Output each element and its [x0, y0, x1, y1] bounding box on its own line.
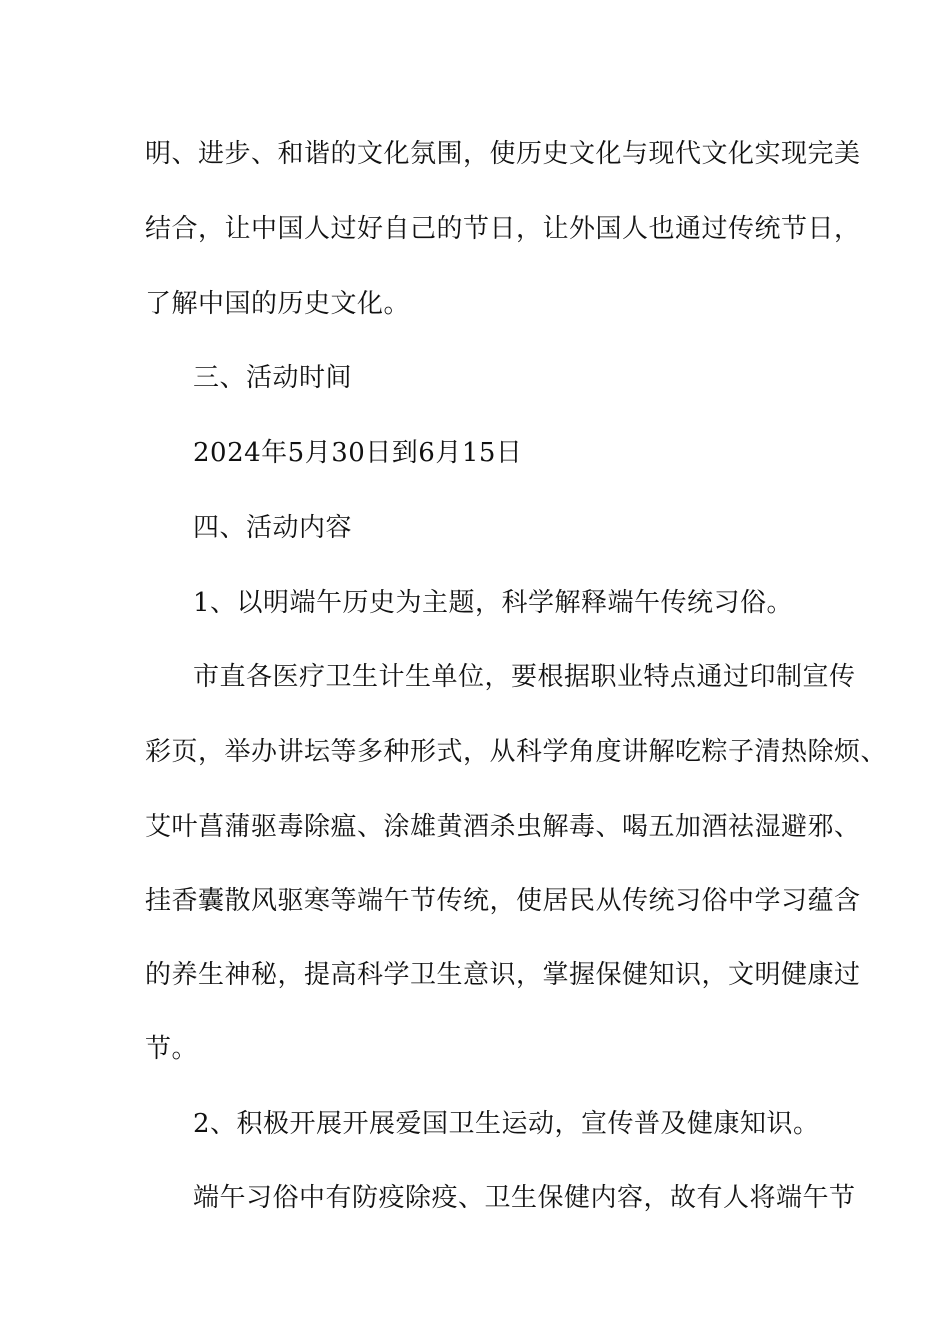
paragraph-line: 节。 — [145, 1034, 199, 1064]
item-heading-2: 2、积极开展开展爱国卫生运动，宣传普及健康知识。 — [193, 1109, 820, 1139]
paragraph-line: 端午习俗中有防疫除疫、卫生保健内容，故有人将端午节 — [193, 1183, 856, 1213]
section-heading-time: 三、活动时间 — [193, 363, 353, 393]
paragraph-line: 挂香囊散风驱寒等端午节传统，使居民从传统习俗中学习蕴含 — [145, 886, 861, 916]
paragraph-line: 了解中国的历史文化。 — [145, 289, 411, 319]
paragraph-line: 明、进步、和谐的文化氛围，使历史文化与现代文化实现完美 — [145, 139, 861, 169]
paragraph-line: 彩页，举办讲坛等多种形式，从科学角度讲解吃粽子清热除烦、 — [145, 737, 888, 767]
section-heading-content: 四、活动内容 — [193, 513, 353, 543]
paragraph-line: 市直各医疗卫生计生单位，要根据职业特点通过印制宣传 — [193, 662, 856, 692]
paragraph-line: 的养生神秘，提高科学卫生意识，掌握保健知识，文明健康过 — [145, 960, 861, 990]
paragraph-line: 艾叶菖蒲驱毒除瘟、涂雄黄酒杀虫解毒、喝五加酒祛湿避邪、 — [145, 812, 861, 842]
activity-date: 2024年5月30日到6月15日 — [193, 438, 523, 468]
paragraph-line: 结合，让中国人过好自己的节日，让外国人也通过传统节日， — [145, 214, 861, 244]
item-heading-1: 1、以明端午历史为主题，科学解释端午传统习俗。 — [193, 588, 794, 618]
